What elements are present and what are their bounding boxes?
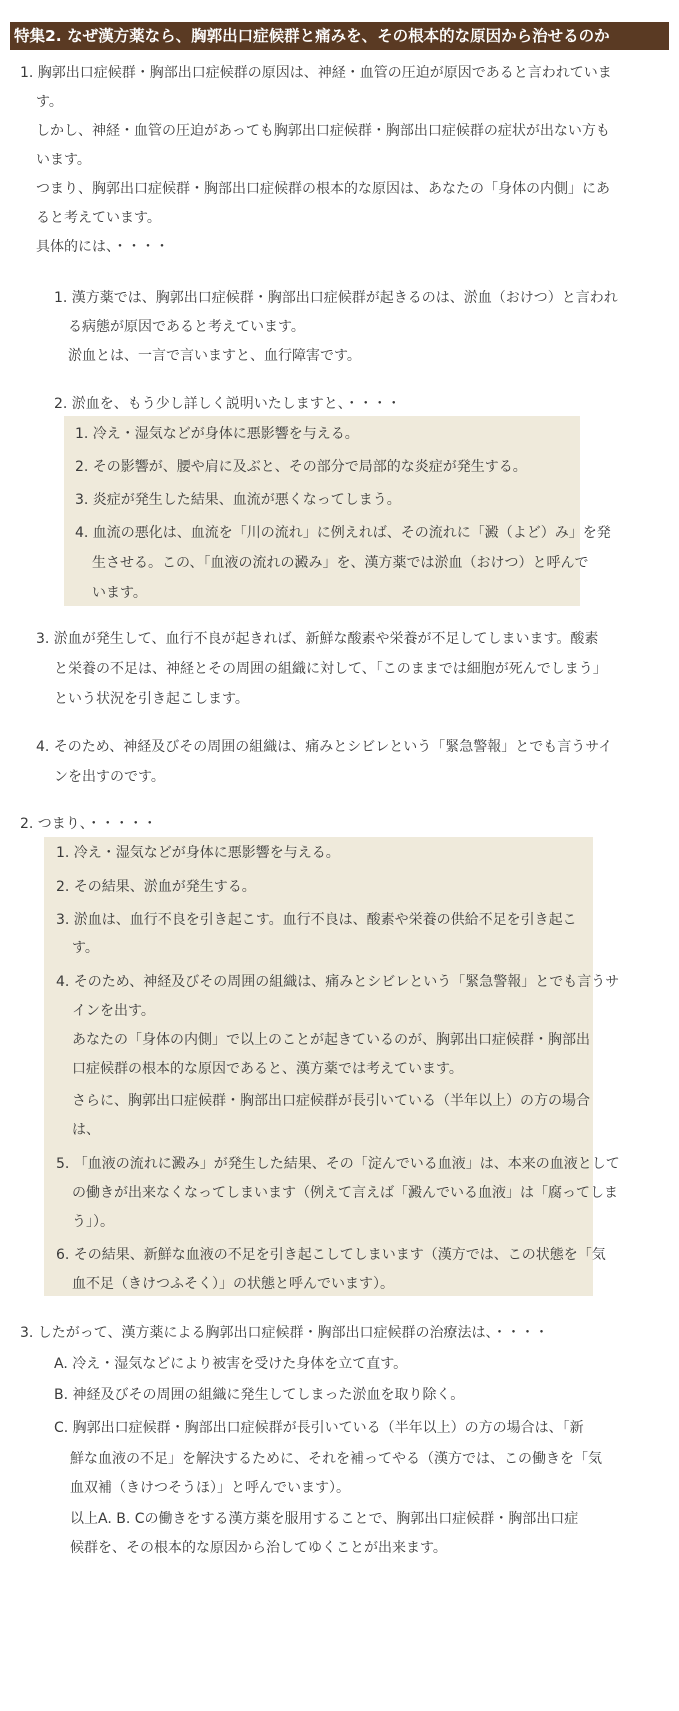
list-item: 2. 淤血を、もう少し詳しく説明いたしますと、・・・・ — [54, 396, 401, 412]
box-item: す。 — [72, 940, 99, 956]
box-item: 口症候群の根本的な原因であると、漢方薬では考えています。 — [72, 1061, 463, 1077]
list-item: 1. 漢方薬では、胸郭出口症候群・胸部出口症候群が起きるのは、淤血（おけつ）と言われ — [54, 290, 618, 306]
box-item: 2. その結果、淤血が発生する。 — [56, 879, 256, 895]
body-text: ると考えています。 — [36, 210, 161, 226]
body-text: います。 — [36, 152, 91, 168]
box-item: 3. 炎症が発生した結果、血流が悪くなってしまう。 — [75, 492, 401, 508]
box-item: 5. 「血液の流れに澱み」が発生した結果、その「淀んでいる血液」は、本来の血液として — [56, 1156, 620, 1172]
box-item: インを出す。 — [72, 1003, 155, 1019]
list-item: A. 冷え・湿気などにより被害を受けた身体を立て直す。 — [54, 1356, 408, 1372]
list-item: C. 胸郭出口症候群・胸部出口症候群が長引いている（半年以上）の方の場合は、「新 — [54, 1420, 584, 1436]
list-item: と栄養の不足は、神経とその周囲の組織に対して、「このままでは細胞が死んでしまう」 — [54, 661, 607, 677]
box-item: 4. 血流の悪化は、血流を「川の流れ」に例えれば、その流れに「澱（よど）み」を発 — [75, 525, 611, 541]
body-text: 具体的には、・・・・ — [36, 239, 169, 255]
box-item: 血不足（きけつふそく）」の状態と呼んでいます）。 — [72, 1276, 394, 1292]
box-item: さらに、胸郭出口症候群・胸部出口症候群が長引いている（半年以上）の方の場合 — [72, 1093, 590, 1109]
box-item: あなたの「身体の内側」で以上のことが起きているのが、胸郭出口症候群・胸部出 — [72, 1032, 590, 1048]
box-item: 1. 冷え・湿気などが身体に悪影響を与える。 — [56, 845, 340, 861]
list-item: 鮮な血液の不足」を解決するために、それを補ってやる（漢方では、この働きを「気 — [70, 1451, 602, 1467]
box-item: 4. そのため、神経及びその周囲の組織は、痛みとシビレという「緊急警報」とでも言うサ — [56, 974, 620, 990]
box-item: は、 — [72, 1122, 100, 1138]
box-item: 1. 冷え・湿気などが身体に悪影響を与える。 — [75, 426, 359, 442]
box-item: 3. 淤血は、血行不良を引き起こす。血行不良は、酸素や栄養の供給不足を引き起こ — [56, 912, 577, 928]
section-intro: 2. つまり、・・・・・ — [20, 816, 157, 832]
list-item: という状況を引き起こします。 — [54, 691, 249, 707]
section-title: 特集2. なぜ漢方薬なら、胸郭出口症候群と痛みを、その根本的な原因から治せるのか — [10, 22, 669, 50]
list-item: る病態が原因であると考えています。 — [68, 319, 305, 335]
box-item: 生させる。この、「血液の流れの澱み」を、漢方薬では淤血（おけつ）と呼んで — [92, 555, 589, 571]
box-item: う」）。 — [72, 1214, 114, 1230]
list-item: 4. そのため、神経及びその周囲の組織は、痛みとシビレという「緊急警報」とでも言うサイ — [36, 739, 613, 755]
list-item: 淤血とは、一言で言いますと、血行障害です。 — [68, 348, 361, 364]
body-text: 1. 胸郭出口症候群・胸部出口症候群の原因は、神経・血管の圧迫が原因であると言われていま — [20, 65, 612, 81]
box-item: います。 — [92, 585, 147, 601]
section-intro: 3. したがって、漢方薬による胸郭出口症候群・胸部出口症候群の治療法は、・・・・ — [20, 1325, 549, 1341]
explanation-box — [64, 416, 580, 606]
list-item: 候群を、その根本的な原因から治してゆくことが出来ます。 — [70, 1540, 447, 1556]
body-text: しかし、神経・血管の圧迫があっても胸郭出口症候群・胸部出口症候群の症状が出ない方も — [36, 123, 610, 139]
list-item: ンを出すのです。 — [54, 769, 165, 785]
box-item: 6. その結果、新鮮な血液の不足を引き起こしてしまいます（漢方では、この状態を「気 — [56, 1247, 606, 1263]
body-text: つまり、胸郭出口症候群・胸部出口症候群の根本的な原因は、あなたの「身体の内側」にあ — [36, 181, 610, 197]
box-item: の働きが出来なくなってしまいます（例えて言えば「澱んでいる血液」は「腐ってしま — [72, 1185, 618, 1201]
body-text: す。 — [36, 94, 63, 110]
list-item: B. 神経及びその周囲の組織に発生してしまった淤血を取り除く。 — [54, 1387, 465, 1403]
list-item: 以上A. B. Cの働きをする漢方薬を服用することで、胸郭出口症候群・胸部出口症 — [70, 1511, 579, 1527]
list-item: 3. 淤血が発生して、血行不良が起きれば、新鮮な酸素や栄養が不足してしまいます。酸素 — [36, 631, 599, 647]
box-item: 2. その影響が、腰や肩に及ぶと、その部分で局部的な炎症が発生する。 — [75, 459, 527, 475]
list-item: 血双補（きけつそうほ）」と呼んでいます）。 — [70, 1480, 350, 1496]
